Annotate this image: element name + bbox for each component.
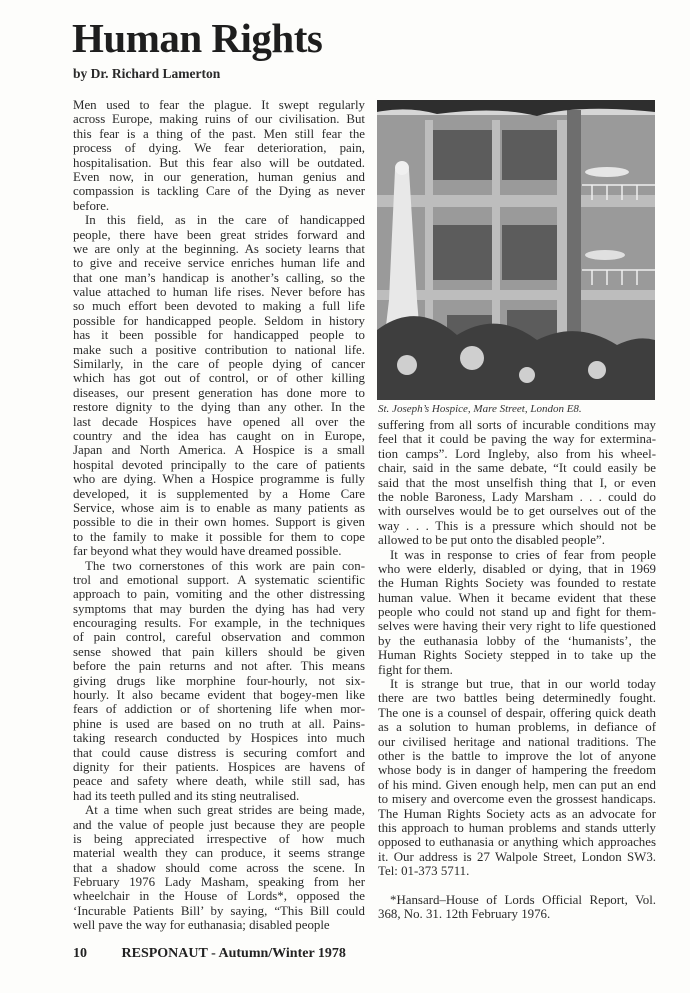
text-line: The Human Rights Society acts as an advocate for xyxy=(378,806,656,821)
text-line: ‘Incurable Patients Bill’ by saying, “This Bill could xyxy=(73,903,365,918)
text-line: had its teeth pulled and its sting neutralised. xyxy=(73,788,300,803)
footnote-line: 368, No. 31. 12th February 1976. xyxy=(378,906,551,921)
text-line: It is strange but true, that in our world today xyxy=(390,677,656,692)
text-line: who were elderly, disabled or dying, that in 1969 xyxy=(378,561,656,576)
text-line: Tel: 01-373 5711. xyxy=(378,864,470,879)
text-line: before. xyxy=(73,198,110,213)
right-column xyxy=(378,418,656,921)
text-line: who are dying. When a Hospice programme is fully xyxy=(73,472,365,487)
text-line: restore dignity to the dying than any other. In the xyxy=(73,400,365,415)
text-line: there are two battles being determinedly fought. xyxy=(378,691,656,706)
text-line: value attached to human life rises. Never before has xyxy=(73,285,365,300)
text-line: whose body is in danger of hampering the freedom xyxy=(378,763,656,778)
paragraph xyxy=(378,677,656,878)
text-line: possible for handicapped people. Seldom in history xyxy=(73,313,365,328)
text-line: suffering from all sorts of incurable conditions may xyxy=(378,418,656,432)
left-column xyxy=(73,98,365,933)
paragraph xyxy=(73,803,365,933)
text-line: to give and receive service enriches human life and xyxy=(73,256,365,271)
text-line: human value. When it became evident that these xyxy=(378,590,656,605)
photo-image xyxy=(377,100,655,400)
text-line: material wealth they can produce, it seems strange xyxy=(73,846,365,861)
paragraph xyxy=(73,98,365,213)
text-line: that a shadow should come across the scene. In xyxy=(73,860,365,875)
text-line: hospitalisation. But this fear also will be outdated. xyxy=(73,155,365,170)
text-line: is being appreciated irrespective of how much xyxy=(73,831,365,846)
publication-name: RESPONAUT - Autumn/Winter 1978 xyxy=(121,946,346,961)
text-line: sense showed that pain killers should be given xyxy=(73,644,365,659)
text-line: far beyond what they would have dreamed possible. xyxy=(73,544,342,559)
page-number: 10 xyxy=(73,946,87,961)
text-line: other is the battle to improve the lot of anyone xyxy=(378,748,656,763)
text-line: Human Rights Society stepped in to take up the xyxy=(378,648,656,663)
text-line: compassion is tackling Care of the Dying as never xyxy=(73,184,365,199)
paragraph xyxy=(378,418,656,548)
text-line: it. Our address is 27 Walpole Street, London SW3. xyxy=(378,849,656,864)
text-line: symptoms that may burden the dying has had very xyxy=(73,601,365,616)
text-line: of pain control, careful observation and common xyxy=(73,630,365,645)
text-line: hourly. It also became evident that bogey-men like xyxy=(73,688,365,703)
text-line: Similarly, in the care of people dying of cancer xyxy=(73,357,365,372)
text-line: giving drugs like morphine four-hourly, not six- xyxy=(73,673,365,688)
text-line: this approach to human problems and stands utterly xyxy=(378,820,656,835)
text-line: peace and safety where death, while still sad, has xyxy=(73,774,365,789)
text-line: people who could not stand up and fight for them- xyxy=(378,605,656,620)
text-line: February 1976 Lady Masham, speaking from her xyxy=(73,875,365,890)
text-line: that could cause distress is securing comfort and xyxy=(73,745,365,760)
text-line: way . . . This is a pressure which should not be xyxy=(378,518,656,533)
text-line: Even now, in our generation, human genius and xyxy=(73,169,365,184)
article-title: Human Rights xyxy=(72,15,323,61)
text-line: and the value of people just because they are people xyxy=(73,817,365,832)
footnote-line: *Hansard–House of Lords Official Report, Vol. xyxy=(390,892,656,907)
text-line: make such a positive contribution to national life. xyxy=(73,342,365,357)
text-line: The one is a counsel of despair, offering quick death xyxy=(378,705,656,720)
text-line: opposed to euthanasia or anything which approaches xyxy=(378,835,656,850)
paragraph xyxy=(73,213,365,558)
text-line: before the pain returns and not after. This means xyxy=(73,659,365,674)
text-line: possible to die in their own homes. Support is given xyxy=(73,515,365,530)
text-line: diseases, our present generation has done more to xyxy=(73,385,365,400)
text-line: wheelchair in the House of Lords*, opposed the xyxy=(73,889,365,904)
hospice-photo xyxy=(377,100,655,400)
text-line: encouraging results. For example, in the techniques xyxy=(73,616,365,631)
text-line: selves were having their very right to life questioned xyxy=(378,619,656,634)
text-line: said that the most unselfish thing that I, or even xyxy=(378,475,656,490)
text-line: allowed to be put onto the disabled people”. xyxy=(378,533,605,548)
text-line: as a solution to human problems, in defiance of xyxy=(378,720,656,735)
text-line: fight for them. xyxy=(378,662,453,677)
page-footer xyxy=(73,946,346,962)
text-line: approach to pain, vomiting and the other distressing xyxy=(73,587,365,602)
text-line: process of dying. We fear deterioration, pain, xyxy=(73,141,365,156)
text-line: we are only at the beginning. As society learns that xyxy=(73,241,365,256)
byline: by Dr. Richard Lamerton xyxy=(73,66,221,81)
text-line: Japan and North America. A Hospice is a small xyxy=(73,443,365,458)
text-line: so much effort been devoted to making a full life xyxy=(73,299,365,314)
text-line: developed, it is supplemented by a Home Care xyxy=(73,486,365,501)
text-line: phine is used are based on no truth at all. Pains- xyxy=(73,716,365,731)
text-line: country and the idea has caught on in Europe, xyxy=(73,428,365,443)
text-line: across Europe, making ruins of our civilisation. But xyxy=(73,112,365,127)
text-line: which has got out of control, or of other killing xyxy=(73,371,365,386)
text-line: with ourselves would be to get ourselves out of the xyxy=(378,504,656,519)
paragraph xyxy=(378,548,656,678)
text-line: of his mind. Given enough help, men can put an end xyxy=(378,777,656,792)
text-line: well pave the way for euthanasia; disabled people xyxy=(73,918,330,933)
text-line: The two cornerstones of this work are pain con- xyxy=(85,558,365,573)
text-line: this fear is a thing of the past. Men still fear the xyxy=(73,126,365,141)
photo-caption: St. Joseph’s Hospice, Mare Street, London E8. xyxy=(378,403,582,415)
text-line: by the euthanasia lobby of the ‘humanists’, the xyxy=(378,633,656,648)
text-line: has it been possible for handicapped people to xyxy=(73,328,365,343)
text-line: In this field, as in the care of handicapped xyxy=(85,213,365,228)
text-line: Men used to fear the plague. It swept regularly xyxy=(73,98,365,112)
text-line: to the family to make it possible for them to cope xyxy=(73,529,365,544)
text-line: the Human Rights Society was founded to restate xyxy=(378,576,656,591)
text-line: trol and emotional support. A systematic scientific xyxy=(73,572,365,587)
text-line: hospital devoted principally to the care of patients xyxy=(73,457,365,472)
text-line: At a time when such great strides are being made, xyxy=(85,803,365,818)
text-line: tion camps”. Lord Ingleby, also from his wheel- xyxy=(378,446,656,461)
text-line: last decade Hospices have opened all over the xyxy=(73,414,365,429)
footnote xyxy=(378,893,656,922)
text-line: Service, whose aim is to enable as many patients as xyxy=(73,500,365,515)
text-line: It was in response to cries of fear from people xyxy=(390,547,656,562)
text-line: taking research conducted by Hospices into much xyxy=(73,731,365,746)
text-line: dignity for their patients. Hospices are havens of xyxy=(73,759,365,774)
text-line: the noble Baroness, Lady Marsham . . . could do xyxy=(378,489,656,504)
text-line: to misery and overcome even the grossest handicaps. xyxy=(378,792,656,807)
text-line: people, there have been great strides forward and xyxy=(73,227,365,242)
text-line: that one man’s handicap is another’s calling, so the xyxy=(73,270,365,285)
text-line: fears of addiction or of shortening life when mor- xyxy=(73,702,365,717)
text-line: our civilised heritage and national traditions. The xyxy=(378,734,656,749)
text-line: chair, said in the same debate, “It could easily be xyxy=(378,461,656,476)
paragraph xyxy=(73,559,365,804)
text-line: feel that it could be paving the way for extermina- xyxy=(378,432,656,447)
